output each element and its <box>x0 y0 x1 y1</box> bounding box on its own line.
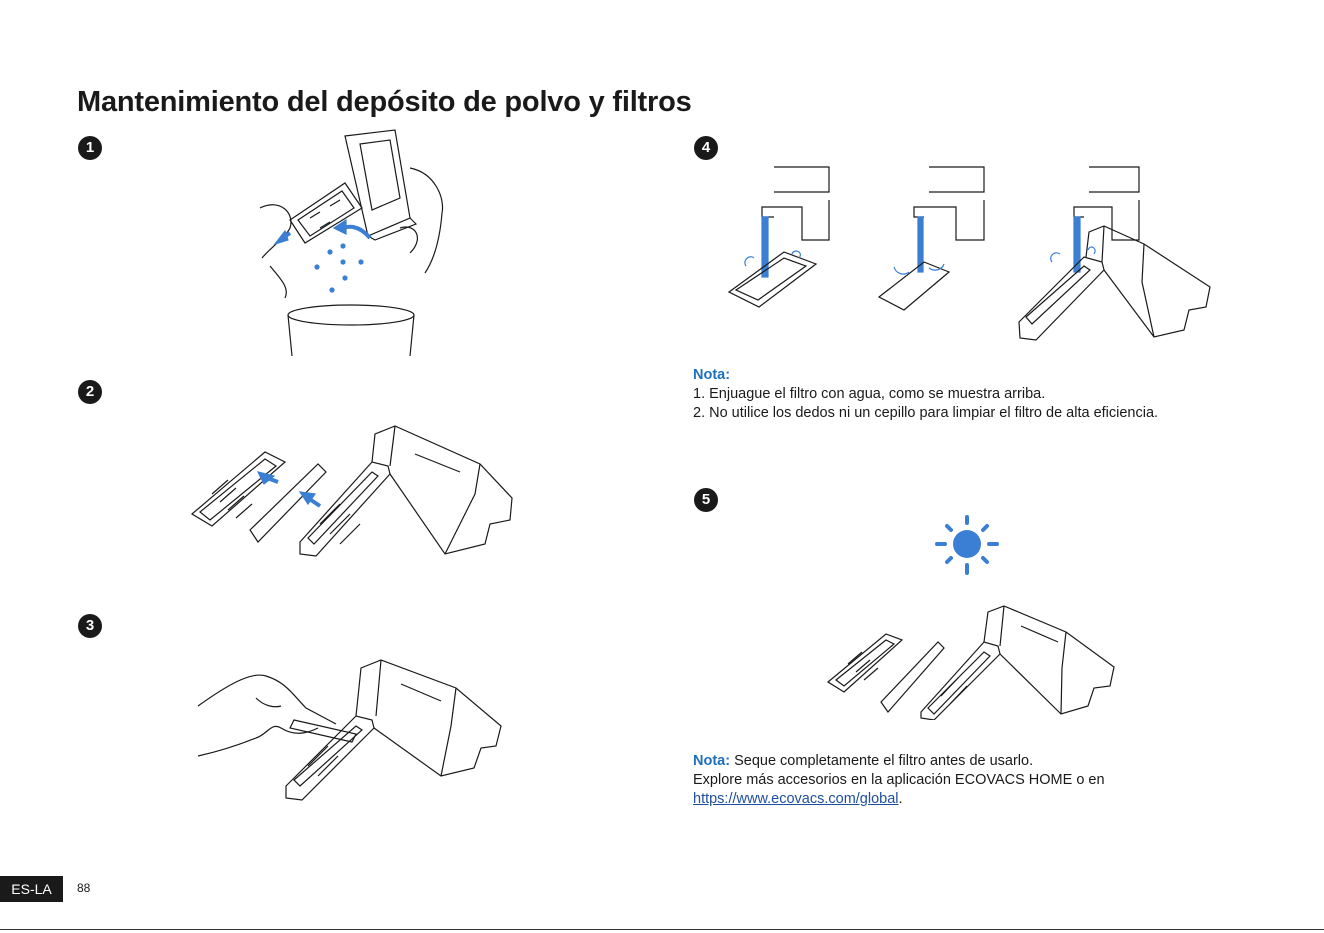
step-3-brush-filter-illustration <box>196 656 506 801</box>
page-title: Mantenimiento del depósito de polvo y filtros <box>77 86 692 118</box>
step-4-note-line-2: 2. No utilice los dedos ni un cepillo para limpiar el filtro de alta eficiencia. <box>693 405 1159 421</box>
page-number: 88 <box>77 881 91 895</box>
language-tag: ES-LA <box>0 876 63 902</box>
step-4-note-line-1: 1. Enjuague el filtro con agua, como se muestra arriba. <box>693 386 1046 402</box>
step-5-badge: 5 <box>694 488 718 512</box>
step-3-badge: 3 <box>78 614 102 638</box>
ecovacs-global-link[interactable]: https://www.ecovacs.com/global <box>693 791 899 807</box>
step-4-rinse-filter-illustration <box>724 162 1218 352</box>
step-1-badge: 1 <box>78 136 102 160</box>
step-2-remove-filters-illustration <box>190 424 520 574</box>
step-1-empty-bin-illustration <box>250 128 460 360</box>
link-suffix: . <box>898 791 903 807</box>
step-4-note <box>693 366 1158 423</box>
step-5-note-text: Seque completamente el filtro antes de usarlo. <box>730 753 1034 769</box>
step-4-note-label: Nota: <box>693 367 731 383</box>
sun-icon <box>935 514 999 578</box>
step-4-badge: 4 <box>694 136 718 160</box>
bottom-divider <box>0 929 1324 930</box>
step-5-note-line-2: Explore más accesorios en la aplicación ECOVACS HOME o en <box>693 772 1105 788</box>
step-5-dry-filters-illustration <box>826 602 1116 720</box>
step-5-note <box>693 752 1105 809</box>
step-2-badge: 2 <box>78 380 102 404</box>
step-5-note-label: Nota: <box>693 753 731 769</box>
